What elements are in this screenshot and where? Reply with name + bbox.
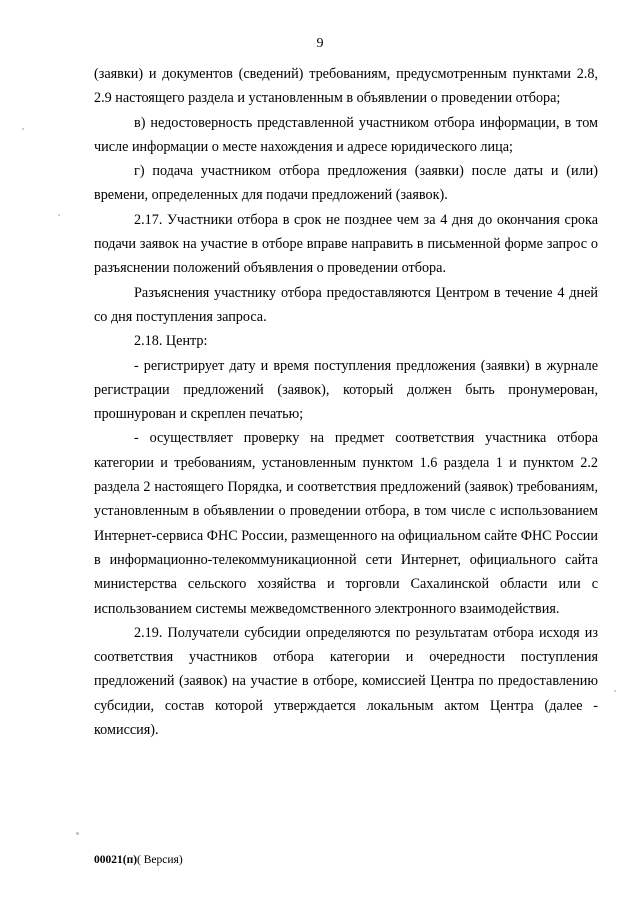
scan-speck xyxy=(22,128,24,130)
document-code: 00021(п) xyxy=(94,854,138,866)
paragraph-clarifications: Разъяснения участнику отбора предоставляются Центром в течение 4 дней со дня поступления запроса. xyxy=(94,284,598,325)
scan-speck xyxy=(58,214,60,216)
page-number: 9 xyxy=(316,36,324,51)
paragraph-verification: - осуществляет проверку на предмет соответствия участника отбора категории и требованиям, установленным пунктом 1.6 раздела 1 и пунктом 2.2 раздела 2 настоящего Порядка, и соответствия предложений (заявок) требованиям, установленным в объявлении о проведении отбора, в том числе с использованием Интернет-сервиса ФНС России, размещенного на официальном сайте ФНС России в информационно-телекоммуникационной сети Интернет, официального сайта министерства сельского хозяйства и торговли Сахалинской области или с использованием системы межведомственного электронного взаимодействия. xyxy=(94,430,598,617)
paragraph-item-g: г) подача участником отбора предложения (заявки) после даты и (или) времени, определенных для подачи предложений (заявок). xyxy=(94,163,598,204)
paragraph-2-18: 2.18. Центр: xyxy=(134,333,208,350)
scan-speck xyxy=(76,832,79,835)
paragraph-2-19: 2.19. Получатели субсидии определяются по результатам отбора исходя из соответствия участников отбора категории и очередности поступления предложений (заявок) на участие в отборе, комиссией Центра по предоставлению субсидии, состав которой утверждается локальным актом Центра (далее - комиссия). xyxy=(94,624,598,739)
paragraph-registers: - регистрирует дату и время поступления предложения (заявки) в журнале регистрации предложений (заявок), который должен быть пронумерован, прошнурован и скреплен печатью; xyxy=(94,357,598,423)
document-version: ( Версия) xyxy=(137,854,183,866)
scan-speck xyxy=(614,690,616,692)
paragraph-continuation: (заявки) и документов (сведений) требованиям, предусмотренным пунктами 2.8, 2.9 настоящего раздела и установленным в объявлении о проведении отбора; xyxy=(94,66,598,107)
paragraph-item-v: в) недостоверность представленной участником отбора информации, в том числе информации о месте нахождения и адресе юридического лица; xyxy=(94,114,598,155)
document-body xyxy=(94,62,598,742)
paragraph-2-17: 2.17. Участники отбора в срок не позднее чем за 4 дня до окончания срока подачи заявок на участие в отборе вправе направить в письменной форме запрос о разъяснении положений объявления о проведении отбора. xyxy=(94,211,598,277)
document-footer xyxy=(94,854,183,866)
